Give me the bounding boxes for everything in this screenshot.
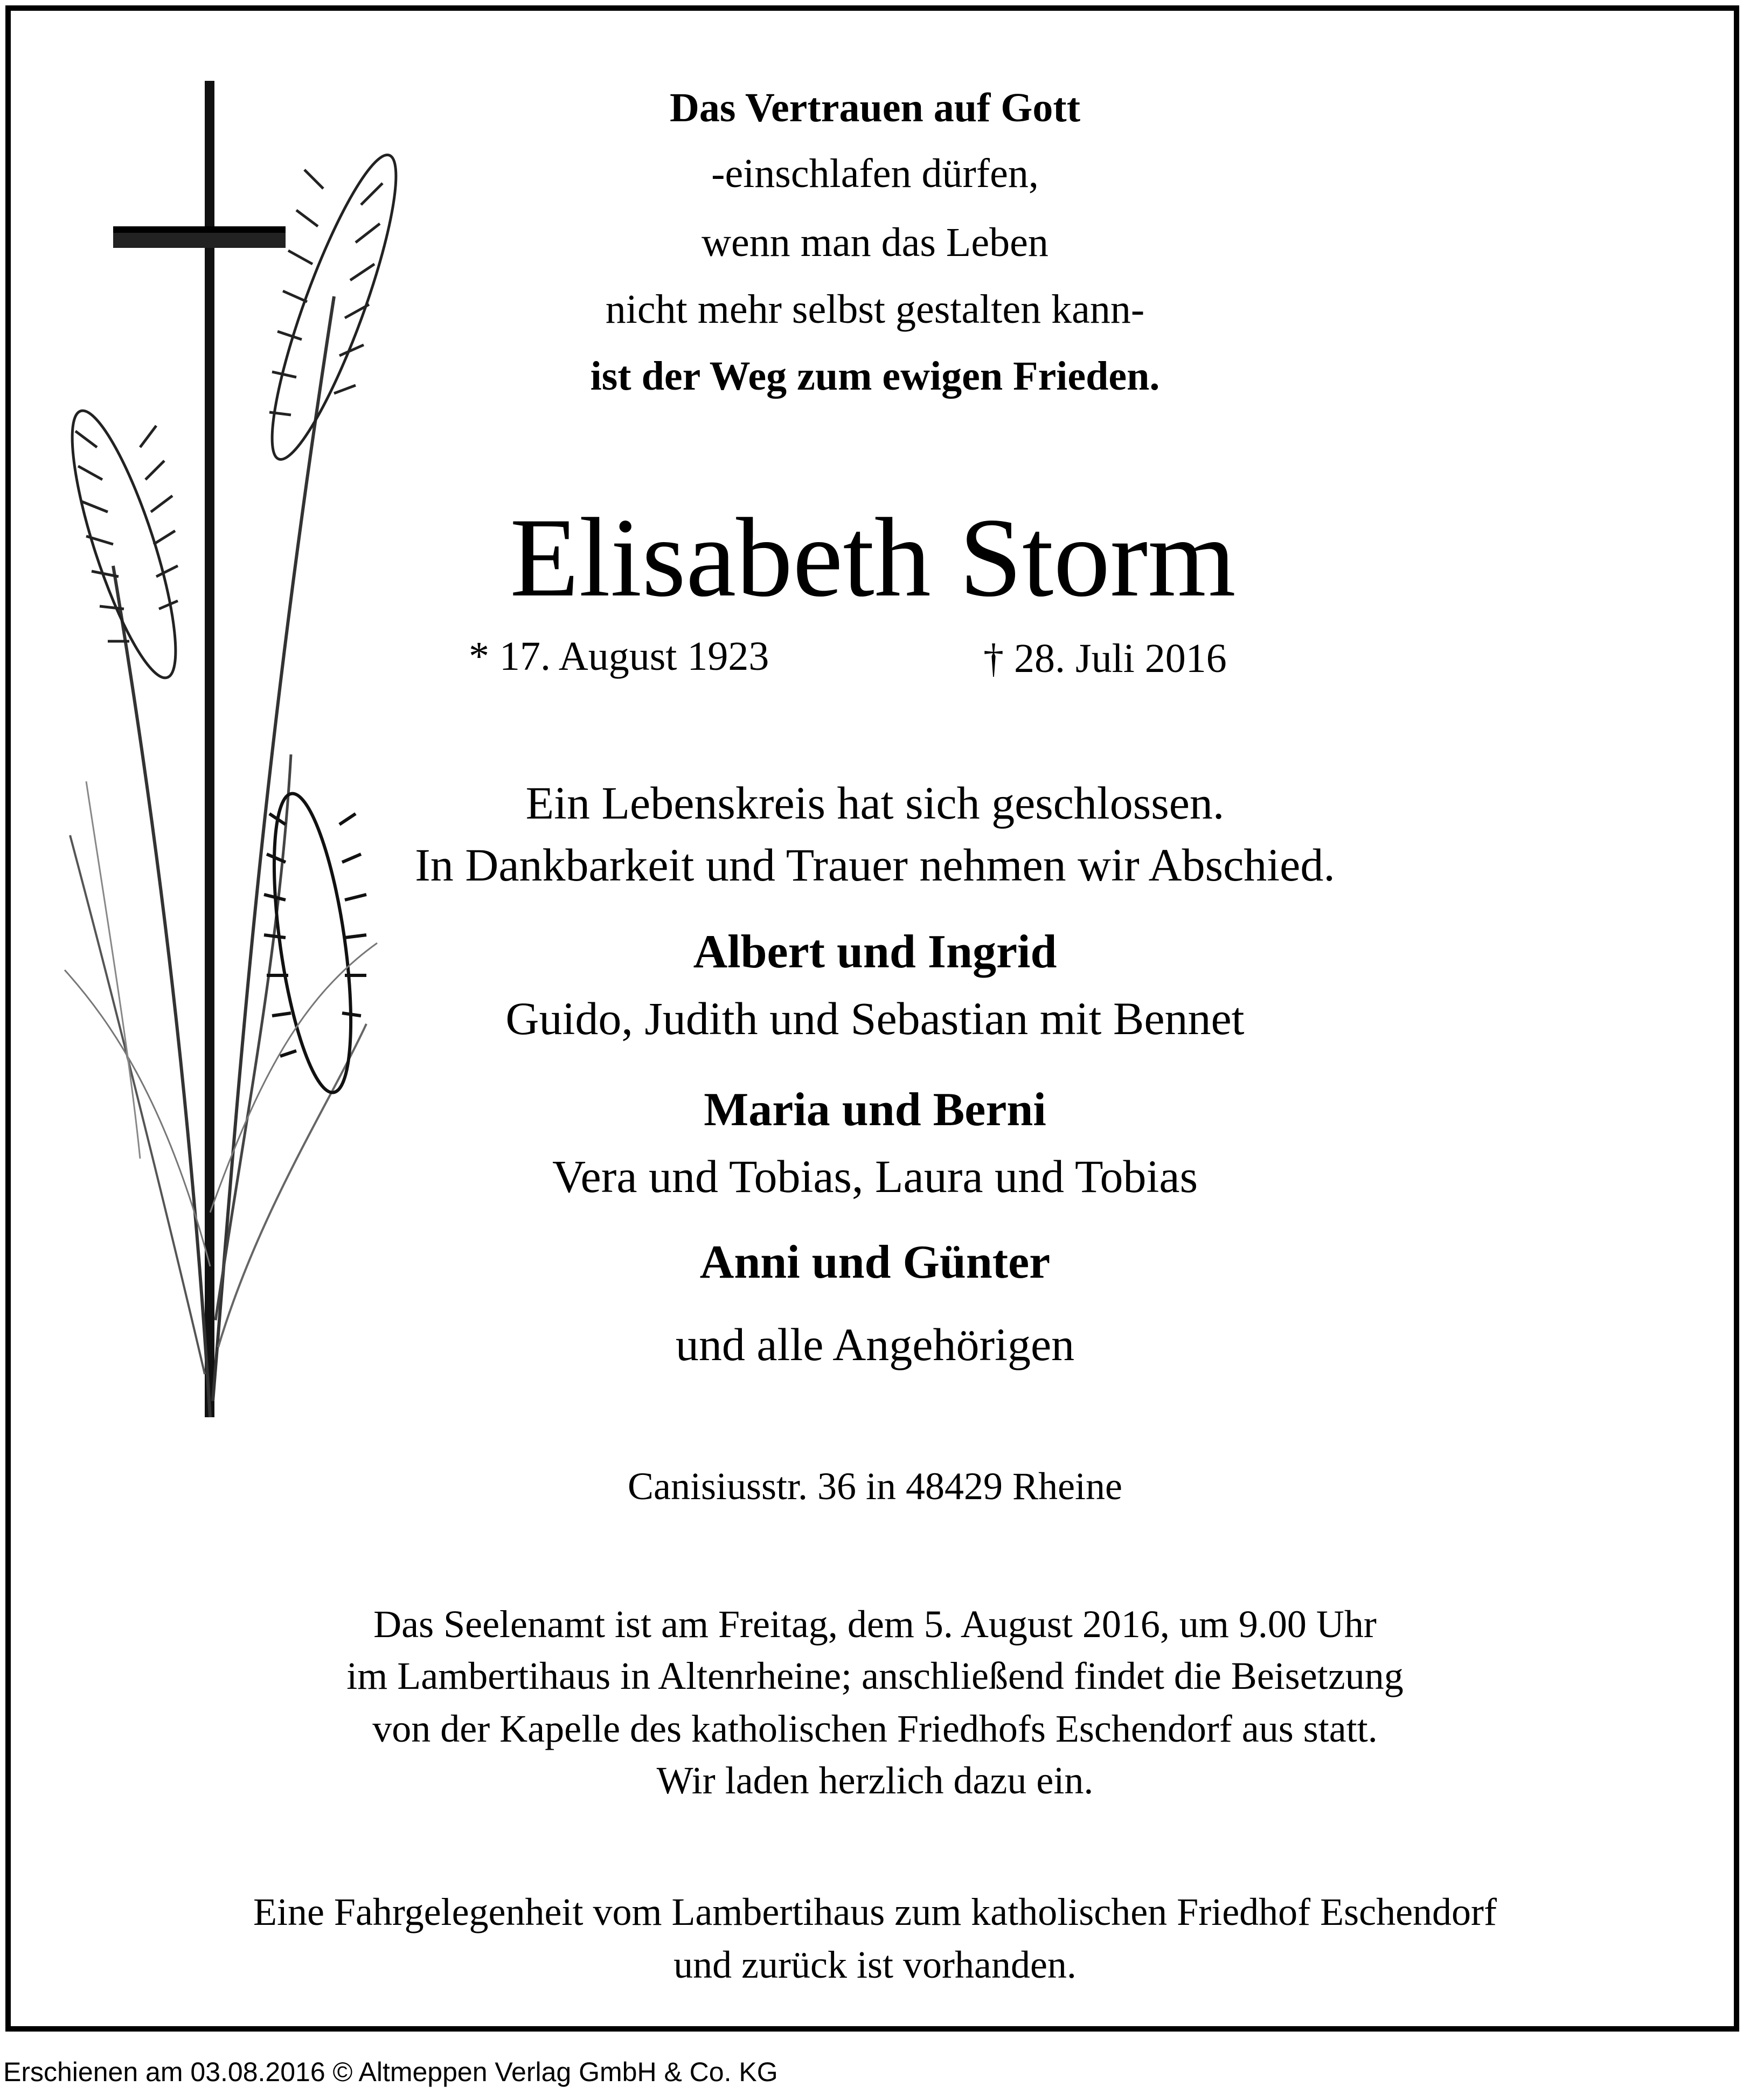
transport-line-1: Eine Fahrgelegenheit vom Lambertihaus zum katholischen Friedhof Eschendorf (253, 1890, 1497, 1933)
transport-line-2: und zurück ist vorhanden. (673, 1943, 1077, 1986)
address: Canisiusstr. 36 in 48429 Rheine (628, 1465, 1122, 1508)
family-members-3: und alle Angehörigen (675, 1319, 1075, 1370)
service-line-3: von der Kapelle des katholischen Friedhofs Eschendorf aus statt. (372, 1707, 1378, 1750)
service-line-4: Wir laden herzlich dazu ein. (656, 1759, 1094, 1802)
service-line-1: Das Seelenamt ist am Freitag, dem 5. August 2016, um 9.00 Uhr (373, 1603, 1377, 1646)
death-date: † 28. Juli 2016 (983, 636, 1227, 681)
service-line-2: im Lambertihaus in Altenrheine; anschließend findet die Beisetzung (346, 1654, 1404, 1697)
publication-footer: Erschienen am 03.08.2016 © Altmeppen Verlag GmbH & Co. KG (3, 2057, 778, 2087)
motto-line-5: ist der Weg zum ewigen Frieden. (590, 354, 1160, 399)
family-head-2: Maria und Berni (704, 1084, 1046, 1136)
motto-line-2: -einschlafen dürfen, (711, 151, 1039, 196)
family-head-1: Albert und Ingrid (693, 926, 1057, 978)
motto-line-4: nicht mehr selbst gestalten kann- (605, 287, 1145, 332)
motto-line-3: wenn man das Leben (702, 220, 1048, 265)
family-members-1: Guido, Judith und Sebastian mit Bennet (505, 993, 1245, 1044)
farewell-line-2: In Dankbarkeit und Trauer nehmen wir Abschied. (415, 839, 1335, 891)
deceased-name: Elisabeth Storm (510, 495, 1236, 620)
family-members-2: Vera und Tobias, Laura und Tobias (552, 1151, 1198, 1202)
birth-date: * 17. August 1923 (469, 634, 769, 679)
motto-line-1: Das Vertrauen auf Gott (669, 85, 1081, 130)
farewell-line-1: Ein Lebenskreis hat sich geschlossen. (525, 777, 1225, 829)
family-head-3: Anni und Günter (699, 1236, 1051, 1288)
